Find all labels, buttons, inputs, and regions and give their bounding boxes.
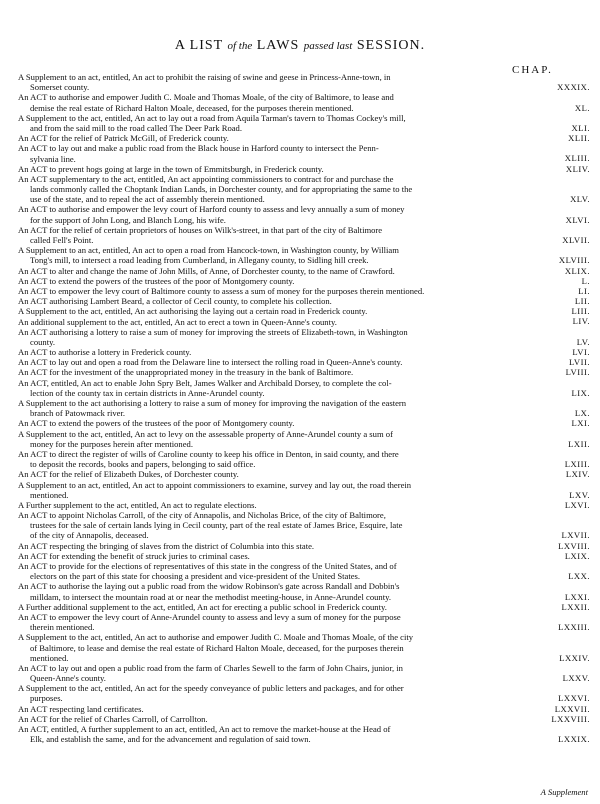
- law-entry: [18, 398, 600, 418]
- law-entry-line: An ACT to authorise a lottery in Frederick county.: [18, 347, 192, 358]
- law-entry-line: An ACT supplementary to the act, entitled, An act appointing commissioners to contract for and purchase the: [18, 173, 394, 184]
- law-entry-line: money for the purposes herein after mentioned.: [30, 438, 193, 449]
- law-entry-line: An ACT to appoint Nicholas Carroll, of the city of Annapolis, and Nicholas Brice, of the city of Baltimore,: [18, 510, 386, 521]
- law-entry-line: demise the real estate of Richard Halton Moale, deceased, for the purposes therein mentioned.: [30, 102, 354, 113]
- law-entry: [18, 612, 600, 632]
- law-entry-line: mentioned.: [30, 489, 69, 500]
- law-entry: [18, 581, 600, 601]
- chapter-number: LXII.: [568, 438, 590, 449]
- law-entry-line: An ACT to prevent hogs going at large in the town of Emmitsburgh, in Frederick county.: [18, 163, 324, 174]
- chapter-number: XL.: [574, 102, 590, 113]
- chapter-number: LXXV.: [562, 673, 590, 684]
- law-entry: [18, 561, 600, 581]
- chapter-number: LX.: [574, 408, 590, 419]
- law-entry: [18, 174, 600, 205]
- law-entry-line: to deposit the records, books and papers, belonging to said office.: [30, 459, 256, 470]
- law-entry-line: An ACT to extend the powers of the trustees of the poor of Montgomery county.: [18, 418, 295, 429]
- law-entry-line: for the support of John Long, and Blanch Long, his wife.: [30, 214, 226, 225]
- law-entry-line: An ACT to empower the levy court of Anne-Arundel county to assess and levy a sum of money for the purpose: [18, 611, 401, 622]
- law-entry-line: An ACT to empower the levy court of Baltimore county to assess a sum of money for the purposes therein mentioned.: [18, 285, 425, 296]
- chapter-number: LIX.: [571, 387, 590, 398]
- law-entry-line: of Baltimore, to lease and demise the real estate of Richard Halton Moale, deceased, for the purposes therein: [30, 642, 404, 653]
- law-entry: [18, 327, 600, 347]
- chapter-number: LVI.: [572, 347, 590, 358]
- law-entry-line: An ACT respecting land certificates.: [18, 703, 144, 714]
- law-entry-line: A Supplement to an act, entitled, An act to appoint commissioners to examine, survey and lay out, the road therein: [18, 479, 412, 490]
- chapter-number: LII.: [574, 296, 590, 307]
- law-entry-line: An ACT for the investment of the unappropriated money in the treasury in the bank of Baltimore.: [18, 367, 354, 378]
- chapter-number: LXXVI.: [558, 693, 590, 704]
- law-entry: [18, 683, 600, 703]
- chapter-number: LXVII.: [561, 530, 590, 541]
- law-entry: [18, 500, 600, 510]
- law-entry: [18, 276, 600, 286]
- law-entry-line: A Supplement to the act, entitled, An act for the speedy conveyance of public letters and packages, and for other: [18, 683, 404, 694]
- law-entry-line: An ACT respecting the bringing of slaves from the district of Columbia into this state.: [18, 540, 315, 551]
- law-entry: [18, 418, 600, 428]
- chapter-number: LIII.: [571, 306, 590, 317]
- page-title: [0, 38, 600, 54]
- law-entry: [18, 541, 600, 551]
- law-entry-line: An ACT authorising a lottery to raise a sum of money for improving the streets of Elizabeth-town, in Washington: [18, 326, 408, 337]
- law-entry: [18, 164, 600, 174]
- title-a: A LIST: [174, 38, 223, 53]
- law-entry: [18, 72, 600, 92]
- title-session: SESSION.: [356, 38, 426, 53]
- law-entry: [18, 245, 600, 265]
- law-entry-line: A Supplement to the act, entitled, An act to lay out a road from Aquila Tarman's tavern to Thomas Cockey's mill,: [18, 112, 406, 123]
- chapter-number: L.: [581, 275, 590, 286]
- law-entry-line: An ACT to lay out and open a road from the Delaware line to intersect the rolling road in Queen-Anne's county.: [18, 357, 403, 368]
- law-entry-line: An ACT to lay out and make a public road from the Black house in Harford county to intersect the Penn-: [18, 143, 379, 154]
- law-entry: [18, 133, 600, 143]
- law-entry: [18, 510, 600, 541]
- law-entry-line: An ACT to direct the register of wills of Caroline county to keep his office in Denton, in said county, and there: [18, 448, 399, 459]
- law-entry-line: A Supplement to the act, entitled, An act to levy on the assessable property of Anne-Arundel county a sum of: [18, 428, 393, 439]
- law-entry-line: An ACT authorising Lambert Beard, a collector of Cecil county, to complete his collection.: [18, 296, 332, 307]
- chapter-number: LXVI.: [564, 499, 590, 510]
- chapter-number: XLVI.: [565, 214, 590, 225]
- chapter-number: LXXVIII.: [551, 713, 590, 724]
- chapter-number: LXIII.: [564, 459, 590, 470]
- chapter-number: XLI.: [571, 122, 590, 133]
- law-entry: [18, 378, 600, 398]
- law-entry-line: Tong's mill, to intersect a road leading from Cumberland, in Allegany county, to Sidling hill creek.: [30, 255, 369, 266]
- chapter-number: LXVIII.: [558, 540, 590, 551]
- chapter-number: XLVIII.: [558, 255, 590, 266]
- chapter-number: LVIII.: [565, 367, 590, 378]
- title-laws: LAWS: [256, 38, 300, 53]
- law-entry-line: branch of Patowmack river.: [30, 408, 125, 419]
- law-entry-line: trustees for the sale of certain lands lying in Cecil county, part of the real estate of James Brice, Esquire, late: [30, 520, 403, 531]
- chapter-number: LXI.: [571, 418, 590, 429]
- law-entry-line: Queen-Anne's county.: [30, 673, 106, 684]
- law-entry-line: lection of the county tax in certain districts in Anne-Arundel county.: [30, 387, 265, 398]
- law-entry-line: and from the said mill to the road called The Deer Park Road.: [30, 122, 242, 133]
- law-entry-line: An ACT to extend the powers of the trustees of the poor of Montgomery county.: [18, 275, 295, 286]
- chapter-column-heading: CHAP.: [512, 64, 553, 76]
- law-entry: [18, 306, 600, 316]
- law-entry-line: A Supplement to the act, entitled, An act to authorise and empower Judith C. Moale and Thomas Moale, of the city: [18, 632, 414, 643]
- law-entry-line: A Supplement to an act, entitled, An act to prohibit the raising of swine and geese in Princess-Anne-town, in: [18, 72, 391, 82]
- law-entry: [18, 551, 600, 561]
- law-entry-line: An ACT for the relief of Elizabeth Dukes, of Dorchester county.: [18, 469, 239, 480]
- law-entry-line: purposes.: [30, 693, 63, 704]
- law-entry-line: A Further additional supplement to the act, entitled, An act for erecting a public school in Frederick county.: [18, 601, 387, 612]
- chapter-number: LXIX.: [564, 550, 590, 561]
- law-entry-line: A Supplement to an act, entitled, An act to open a road from Hancock-town, in Washington county, by William: [18, 245, 399, 256]
- law-entry-line: An ACT to lay out and open a public road from the farm of Charles Sewell to the farm of John Chairs, junior, in: [18, 662, 403, 673]
- chapter-number: LXXIX.: [558, 734, 590, 745]
- law-entry-line: An ACT, entitled, An act to enable John Spry Belt, James Walker and Archibald Dorsey, to complete the col-: [18, 377, 392, 388]
- law-entry-line: An ACT, entitled, A further supplement to an act, entitled, An act to remove the market-house at the Head of: [18, 724, 391, 734]
- law-entry: [18, 143, 600, 163]
- law-entry-line: An ACT for the relief of Patrick McGill, of Frederick county.: [18, 133, 229, 144]
- chapter-number: LXX.: [568, 571, 590, 582]
- law-entry: [18, 225, 600, 245]
- law-entry-line: An additional supplement to the act, entitled, An act to erect a town in Queen-Anne's county.: [18, 316, 337, 327]
- law-entry-line: electors on the part of this state for choosing a president and vice-president of the United States.: [30, 571, 361, 582]
- law-entry-line: A Supplement to the act authorising a lottery to raise a sum of money for improving the navigation of the eastern: [18, 398, 407, 408]
- law-entry: [18, 347, 600, 357]
- chapter-number: LXXIV.: [559, 652, 590, 663]
- chapter-number: LI.: [578, 285, 590, 296]
- law-entry-line: An ACT to authorise the laying out a public road from the widow Robinson's gate across Randall and Dobbin's: [18, 581, 400, 592]
- law-entry: [18, 724, 600, 744]
- law-entry-line: An ACT to authorise and empower the levy court of Harford county to assess and levy annually a sum of money: [18, 204, 405, 215]
- law-entry-line: Elk, and establish the same, and for the advancement and regulation of said town.: [30, 734, 311, 745]
- title-of: of the: [227, 40, 253, 52]
- law-entry-line: mentioned.: [30, 652, 69, 663]
- law-entry-line: An ACT to alter and change the name of John Mills, of Anne, of Dorchester county, to the name of Crawford.: [18, 265, 395, 276]
- law-entry-line: milldam, to intersect the mountain road at or near the methodist meeting-house, in Anne-Arundel county.: [30, 591, 392, 602]
- law-entry-line: therein mentioned.: [30, 622, 95, 633]
- law-entry-line: A Further supplement to the act, entitled, An act to regulate elections.: [18, 499, 257, 510]
- chapter-number: LVII.: [568, 357, 590, 368]
- law-entry-line: county.: [30, 336, 55, 347]
- chapter-number: XLIII.: [564, 153, 590, 164]
- law-entry-line: An ACT for the relief of certain proprietors of houses on Wilk's-street, in that part of the city of Baltimore: [18, 224, 383, 235]
- law-entry: [18, 480, 600, 500]
- law-entry: [18, 113, 600, 133]
- law-entry: [18, 663, 600, 683]
- chapter-number: LXXI.: [564, 591, 590, 602]
- law-entry: [18, 286, 600, 296]
- laws-list: [18, 72, 600, 744]
- law-entry: [18, 632, 600, 663]
- chapter-number: XLII.: [568, 133, 590, 144]
- law-entry-line: An ACT to authorise and empower Judith C. Moale and Thomas Moale, of the city of Baltimore, to lease and: [18, 92, 394, 103]
- chapter-number: LXXIII.: [558, 622, 590, 633]
- chapter-number: XXXIX.: [557, 82, 590, 93]
- chapter-number: XLV.: [570, 194, 590, 205]
- chapter-number: LXXII.: [561, 601, 590, 612]
- chapter-number: LXIV.: [565, 469, 590, 480]
- law-entry-line: called Fell's Point.: [30, 235, 94, 245]
- law-entry: [18, 714, 600, 724]
- law-entry: [18, 296, 600, 306]
- law-entry: [18, 204, 600, 224]
- law-entry: [18, 704, 600, 714]
- law-entry: [18, 429, 600, 449]
- law-entry: [18, 317, 600, 327]
- law-entry: [18, 367, 600, 377]
- law-entry-line: Somerset county.: [30, 82, 90, 93]
- law-entry: [18, 469, 600, 479]
- law-entry-line: An ACT for extending the benefit of struck juries to criminal cases.: [18, 550, 250, 561]
- chapter-number: XLIV.: [565, 163, 590, 174]
- law-entry-line: of the city of Annapolis, deceased.: [30, 530, 149, 541]
- title-passed: passed last: [303, 40, 353, 52]
- chapter-number: LXXVII.: [554, 703, 590, 714]
- chapter-number: XLIX.: [564, 265, 590, 276]
- chapter-number: XLVII.: [562, 234, 590, 245]
- law-entry-line: use of the state, and to repeal the act of assembly therein mentioned.: [30, 194, 265, 205]
- catchword: A Supplement: [540, 787, 588, 797]
- law-entry: [18, 357, 600, 367]
- law-entry: [18, 266, 600, 276]
- law-entry-line: sylvania line.: [30, 153, 76, 164]
- law-entry: [18, 92, 600, 112]
- chapter-number: LXV.: [569, 489, 590, 500]
- chapter-number: LIV.: [572, 316, 590, 327]
- law-entry-line: An ACT for the relief of Charles Carroll, of Carrollton.: [18, 713, 208, 724]
- chapter-number: LV.: [576, 336, 590, 347]
- law-entry-line: lands commonly called the Choptank Indian Lands, in Dorchester county, and for appropriating the same to the: [30, 184, 413, 195]
- law-entry-line: A Supplement to the act, entitled, An act authorising the laying out a certain road in Frederick county.: [18, 306, 368, 317]
- law-entry: [18, 602, 600, 612]
- law-entry-line: An ACT to provide for the elections of representatives of this state in the congress of the United States, and of: [18, 561, 397, 571]
- law-entry: [18, 449, 600, 469]
